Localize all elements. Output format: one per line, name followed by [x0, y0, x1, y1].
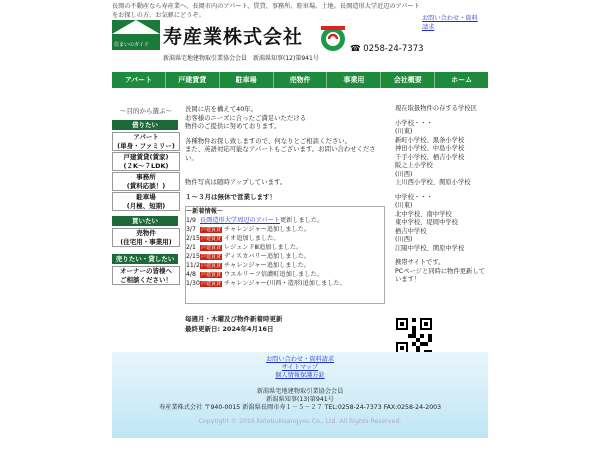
news-badge: 戸建賃貸 [201, 245, 222, 251]
sublabel: (月極、短期) [126, 201, 166, 210]
mid-line: 江陽中学校、関原中学校 [395, 244, 465, 252]
sublabel: ご相談ください！ [120, 275, 172, 284]
photo-note: 物件写真は随時アップしています。 [185, 178, 287, 186]
last-updated: 最終更新日: 2024年4月16日 [185, 325, 274, 333]
news-text: レジェンドⅢ追加しました。 [224, 244, 303, 251]
news-text: イオ追加しました。 [224, 235, 280, 242]
license-info: 新潟県宅地建物取引業協会会員 新潟県知事(12)第941号 [163, 55, 319, 62]
label: アパート [133, 133, 159, 141]
news-date: 1/30 [186, 280, 200, 287]
label: 戸建賃貸(賃家) [123, 153, 169, 161]
phone-value: 0258-24-7373 [363, 44, 424, 54]
nav-for-sale[interactable]: 売物件 [274, 72, 328, 88]
nav-parking[interactable]: 駐車場 [220, 72, 274, 88]
company-emblem-icon [318, 24, 348, 52]
sidebar-item-apartment[interactable] [112, 132, 180, 151]
footer-privacy-link[interactable]: 個人情報保護方針 [275, 372, 325, 379]
sidebar-item-parking[interactable] [112, 192, 180, 211]
news-list [186, 216, 384, 288]
elem-line: 千手小学校、栖吉小学校 [395, 153, 465, 161]
news-date: 1/9 [186, 217, 196, 224]
elem-line: (川東) [395, 128, 413, 135]
news-item [186, 234, 384, 243]
label: オーナーの皆様へ [120, 267, 172, 275]
school-title: 現在取扱物件の存する学校区 [395, 105, 477, 112]
company-name: 寿産業株式会社 [163, 26, 304, 48]
news-item [186, 261, 384, 270]
news-text: 更新しました。 [279, 217, 324, 224]
mid-line: 東中学校、堤岡中学校 [395, 219, 458, 226]
footer-copyright: Copyright © 2016 Kotobukisangyou Co., Ltd. All Rights Reserved. [198, 418, 402, 425]
news-text: ウエルリーフ信濃町追加しました。 [224, 271, 323, 278]
news-text: チャレンジャー追加しました。 [224, 262, 311, 269]
footer-association: 新潟県宅地建物取引業協会会員 [256, 388, 344, 395]
intro-line: 物件のご提供に努めております。 [185, 122, 281, 130]
header-tagline: 長岡の不動産なら寿産業へ。長岡市内のアパート、賃貸、事務所、駐車場、土地。長岡造形大学近辺のアパートをお探しの方、お気軽にどうぞ。 [112, 3, 420, 19]
sidebar-item-house[interactable] [112, 152, 180, 171]
sidebar-buy-head: 買いたい [112, 216, 178, 226]
news-item [186, 216, 384, 225]
label: 売物件 [136, 229, 156, 237]
qr-code-icon[interactable] [396, 318, 432, 354]
news-item [186, 279, 384, 288]
footer-address: 寿産業株式会社 〒940-0015 新潟県長岡市寿１－５－２７ TEL:0258-24-7373 FAX:0258-24-2003 [158, 404, 442, 411]
news-badge: 戸建賃貸 [201, 263, 222, 269]
news-text: チャレンジャー追加しました。 [224, 226, 311, 233]
elem-line: 上川西小学校、関原小学校 [395, 179, 471, 186]
sidebar-item-for-sale[interactable] [112, 228, 180, 247]
mid-line: 北中学校、南中学校 [395, 210, 452, 218]
news-date: 2/15 [186, 253, 200, 260]
house-logo-icon [112, 20, 160, 50]
phone-number: ☎ 0258-24-7373 [350, 44, 424, 54]
nav-apartment[interactable]: アパート [112, 72, 166, 88]
intro-line: また、英語対応可能なアパートもございます。お問い合わせください。 [185, 145, 376, 162]
news-date: 2/15 [186, 235, 200, 242]
news-badge: 戸建賃貸 [201, 254, 222, 260]
sublabel: (単身・ファミリー) [117, 141, 175, 150]
main-nav [112, 72, 488, 88]
news-heading: ～新着情報～ [186, 208, 224, 215]
news-item [186, 252, 384, 261]
news-badge: 戸建賃貸 [201, 236, 222, 242]
news-badge: 戸建賃貸 [201, 227, 222, 233]
elem-line: (川西) [395, 170, 413, 178]
contact-link[interactable]: お問い合わせ・資料請求 [422, 15, 478, 31]
label: 駐車場 [136, 193, 156, 201]
news-badge: 戸建賃貸 [201, 272, 222, 278]
label: 事務所 [136, 173, 156, 181]
intro-line: お客様のニーズに合ったご満足いただける [185, 113, 307, 122]
sublabel: (賃料応談！) [126, 181, 166, 190]
news-link[interactable]: 長岡造形大学周辺のアパート [200, 217, 280, 224]
news-item [186, 270, 384, 279]
footer-sitemap-link[interactable]: サイトマップ [281, 364, 319, 371]
elem-line: 神田小学校、中島小学校 [395, 145, 465, 152]
nav-business[interactable]: 事業用 [327, 72, 381, 88]
news-badge: 戸建賃貸 [201, 281, 222, 287]
sublabel: (２K～７LDK) [123, 161, 169, 170]
mobile-note: 携帯サイトです。 [395, 259, 445, 266]
sidebar-item-office[interactable] [112, 172, 180, 191]
elementary-head: 小学校・・・ [395, 119, 433, 127]
nav-house-rent[interactable]: 戸建賃貸 [166, 72, 220, 88]
intro-line: 各種物件お探し致しますので、何なりとご相談ください。 [185, 136, 352, 145]
nav-home[interactable]: ホーム [451, 76, 473, 84]
middle-head: 中学校・・・ [395, 193, 433, 201]
sidebar-item-owner[interactable] [112, 266, 180, 285]
news-item [186, 243, 384, 252]
logo-caption: 住まいのガイド [114, 42, 149, 48]
intro-text [185, 105, 385, 168]
footer-contact-link[interactable]: お問い合わせ・資料請求 [265, 356, 335, 363]
news-date: 3/7 [186, 226, 196, 233]
sidebar-rent-head: 借りたい [112, 120, 178, 130]
school-district-panel [395, 105, 491, 285]
mid-line: (川西) [395, 236, 413, 243]
elem-line: 新町小学校、黒条小学校 [395, 136, 465, 144]
news-date: 4/8 [186, 271, 196, 278]
mobile-note: PCページと同時に物件更新しています！ [395, 267, 485, 283]
sublabel: (住宅用・事業用) [120, 237, 172, 246]
sidebar-sell-head: 売りたい・貸したい [112, 254, 178, 264]
news-date: 2/1 [186, 244, 196, 251]
news-text: チャレンジャー(川西・造形)追加しました。 [224, 280, 346, 287]
intro-line: 長岡に店を構えて40年。 [185, 105, 258, 113]
mid-line: (川東) [395, 202, 413, 209]
sidebar-title: ～目的から選ぶ～ [120, 107, 172, 115]
news-item [186, 225, 384, 234]
mid-line: 栖吉中学校 [395, 227, 427, 235]
footer [112, 352, 488, 438]
holiday-notice: １～３月は無休で営業します！ [185, 193, 276, 201]
nav-company[interactable]: 会社概要 [381, 72, 435, 88]
footer-license: 新潟県知事(13)第941号 [266, 396, 334, 403]
elem-line: 阪之上小学校 [395, 162, 433, 169]
news-date: 11/2 [186, 262, 200, 269]
update-schedule: 毎週月・木曜及び物件新着時更新 [185, 315, 283, 323]
news-text: ディスカバリー追加しました。 [224, 253, 311, 260]
news-box[interactable] [185, 206, 385, 304]
